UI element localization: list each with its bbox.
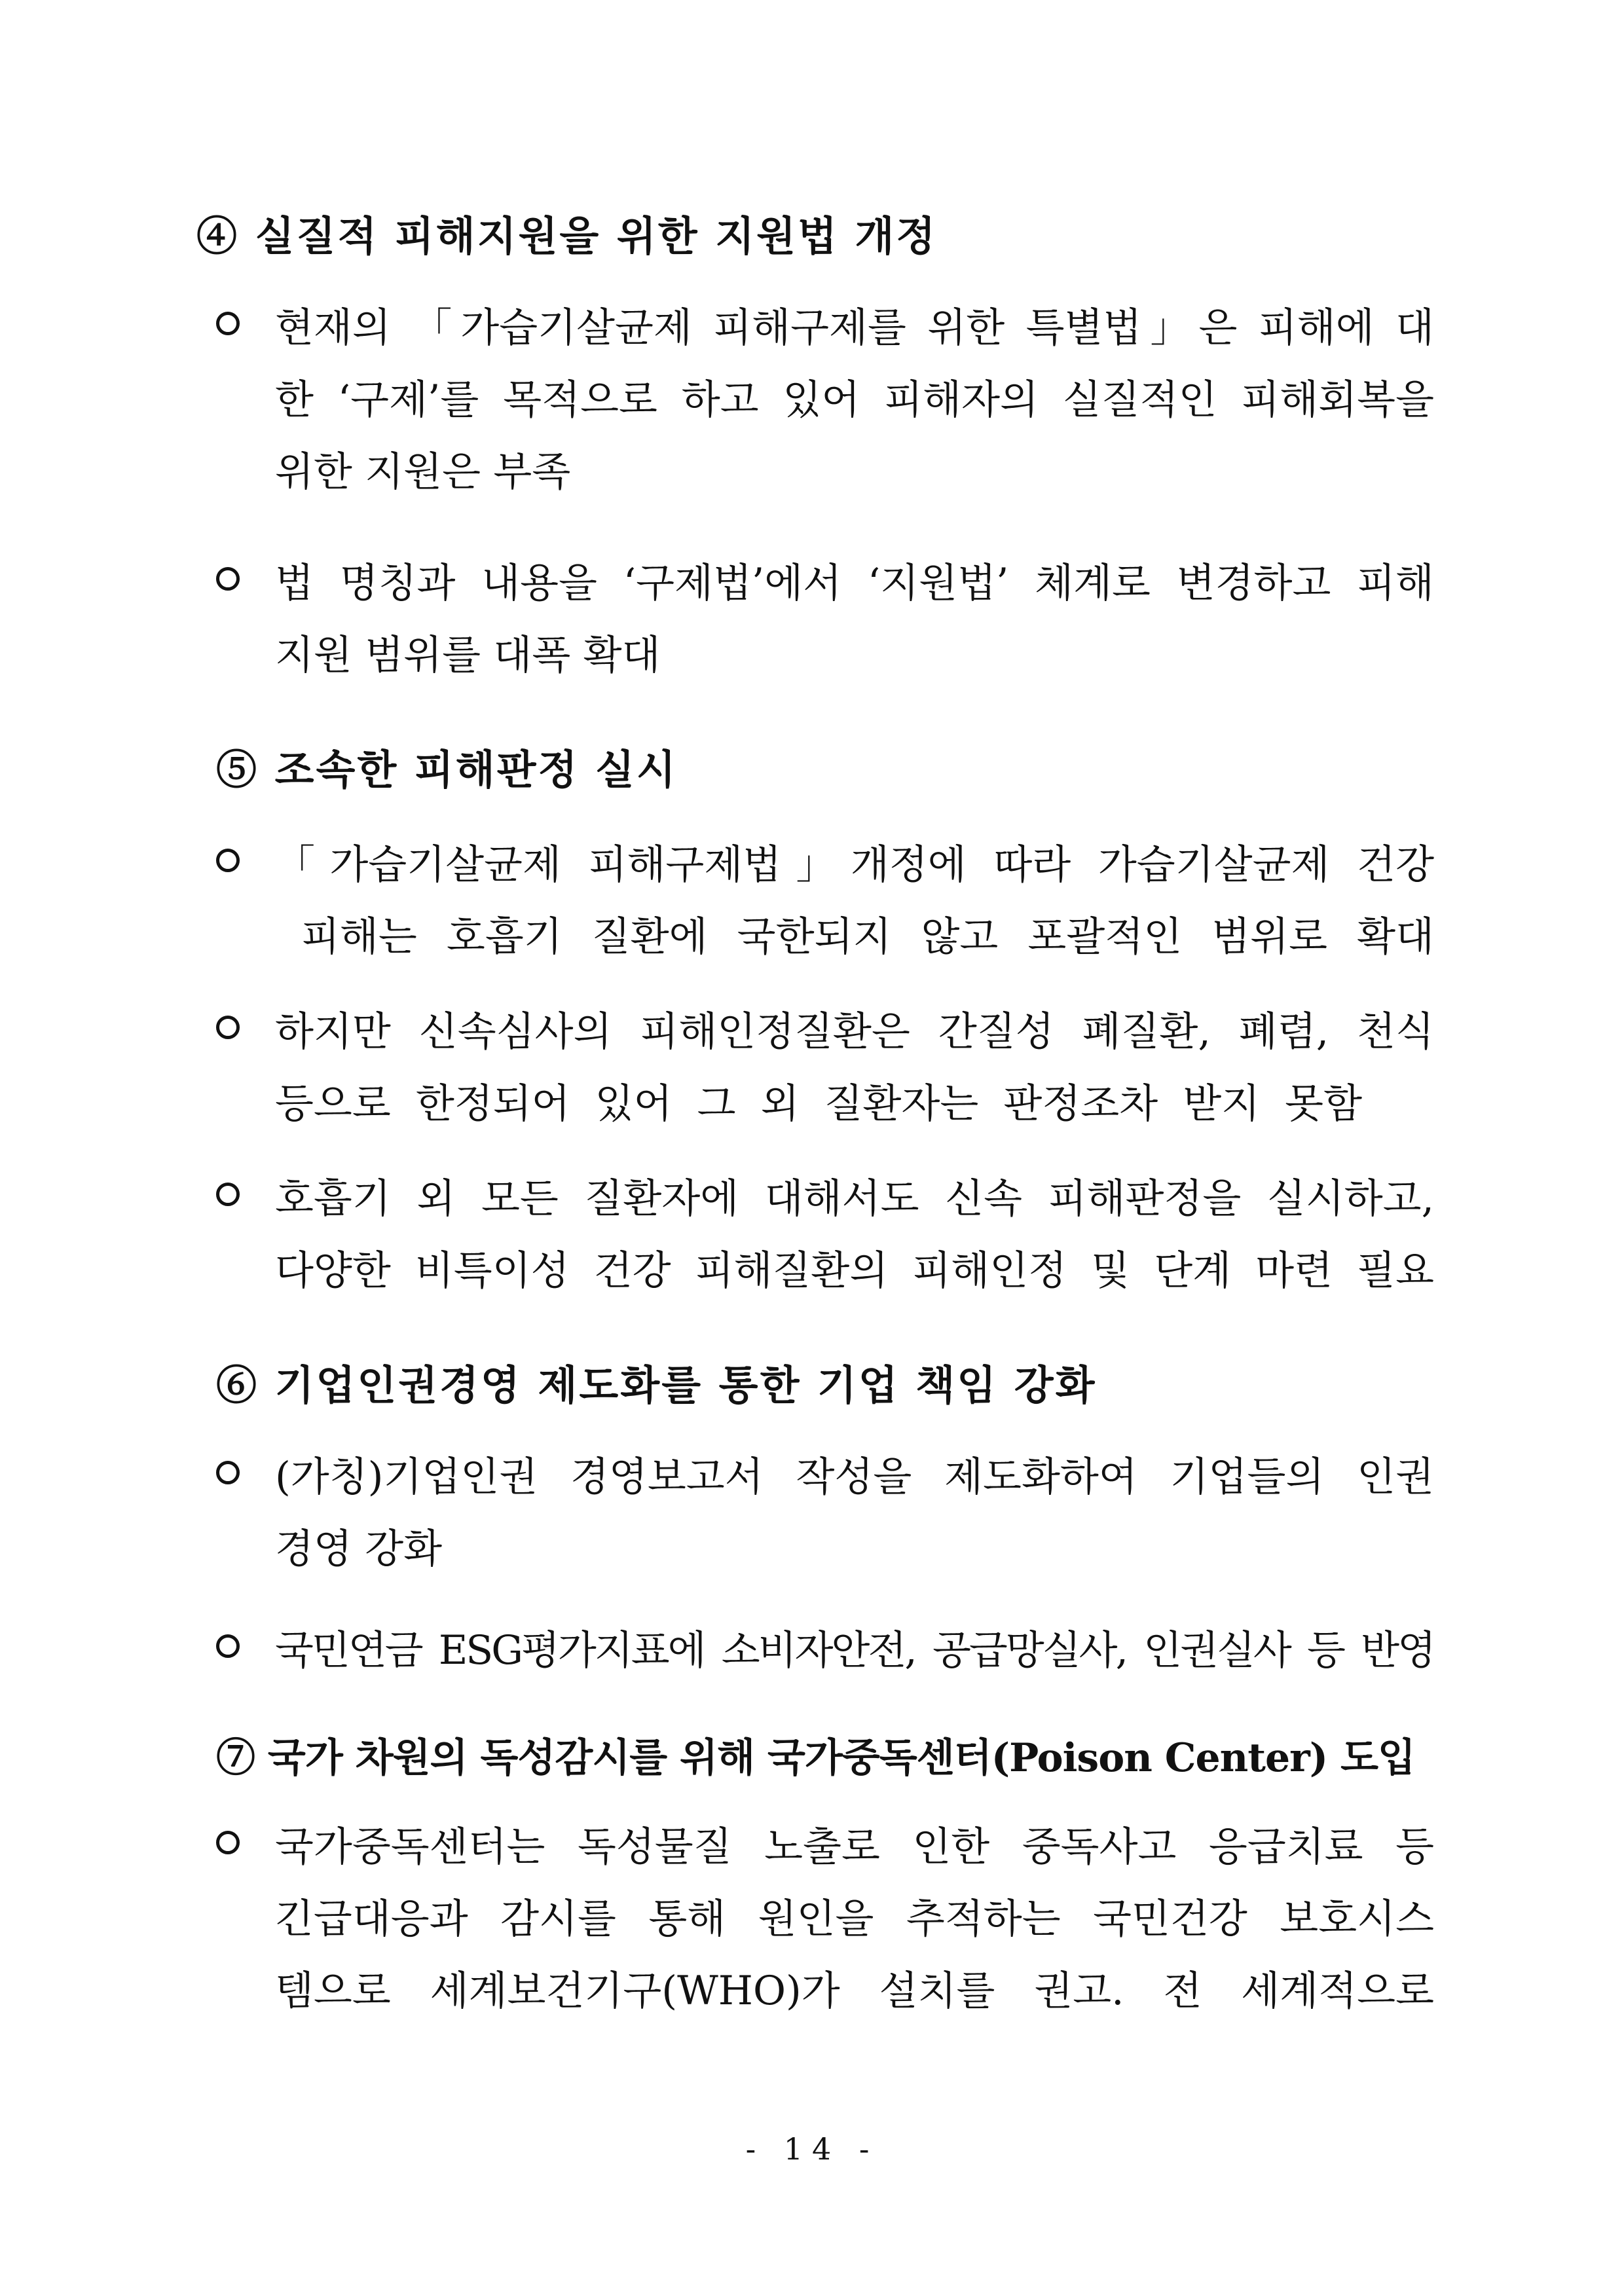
bullet-line: 법 명칭과 내용을 ‘구제법’에서 ‘지원법’ 체계로 변경하고 피해 [275,560,1434,606]
bullet-line: 한 ‘구제’를 목적으로 하고 있어 피해자의 실질적인 피해회복을 [275,376,1434,423]
bullet-circle-icon [216,1831,240,1854]
section-4-heading: ④ 실질적 피해지원을 위한 지원법 개정 [196,212,938,260]
bullet-circle-icon [216,1183,240,1206]
bullet-line: 호흡기 외 모든 질환자에 대해서도 신속 피해판정을 실시하고, [275,1175,1434,1222]
bullet-line: 템으로 세계보건기구(WHO)가 설치를 권고. 전 세계적으로 [275,1968,1434,2014]
page-number: - 14 - [745,2131,879,2167]
bullet-line: 등으로 한정되어 있어 그 외 질환자는 판정조차 받지 못함 [275,1080,1362,1127]
bullet-circle-icon [216,312,240,335]
bullet-line: 위한 지원은 부족 [275,449,571,495]
bullet-line: 긴급대응과 감시를 통해 원인을 추적하는 국민건강 보호시스 [275,1896,1434,1942]
bullet-line: 「가습기살균제 피해구제법」개정에 따라 가습기살균제 건강 [275,841,1434,888]
section-6-heading: ⑥ 기업인권경영 제도화를 통한 기업 책임 강화 [216,1361,1097,1409]
bullet-circle-icon [216,1634,240,1658]
bullet-line: 현재의 「가습기살균제 피해구제를 위한 특별법」은 피해에 대 [275,304,1434,351]
bullet-line: 피해는 호흡기 질환에 국한되지 않고 포괄적인 범위로 확대 [301,913,1434,960]
bullet-line: (가칭)기업인권 경영보고서 작성을 제도화하여 기업들의 인권 [275,1454,1434,1500]
bullet-circle-icon [216,1461,240,1484]
bullet-line: 다양한 비특이성 건강 피해질환의 피해인정 및 단계 마련 필요 [275,1247,1434,1294]
bullet-circle-icon [216,1016,240,1039]
bullet-circle-icon [216,849,240,872]
bullet-line: 하지만 신속심사의 피해인정질환은 간질성 폐질환, 폐렴, 천식 [275,1008,1434,1055]
bullet-line: 국민연금 ESG평가지표에 소비자안전, 공급망실사, 인권실사 등 반영 [275,1627,1434,1674]
bullet-line: 경영 강화 [275,1526,443,1572]
section-7-heading: ⑦ 국가 차원의 독성감시를 위해 국가중독센터(Poison Center) 도입 [216,1735,1415,1781]
bullet-circle-icon [216,567,240,591]
bullet-line: 국가중독센터는 독성물질 노출로 인한 중독사고 응급치료 등 [275,1824,1434,1870]
section-5-heading: ⑤ 조속한 피해판정 실시 [216,746,678,794]
bullet-line: 지원 범위를 대폭 확대 [275,632,661,678]
